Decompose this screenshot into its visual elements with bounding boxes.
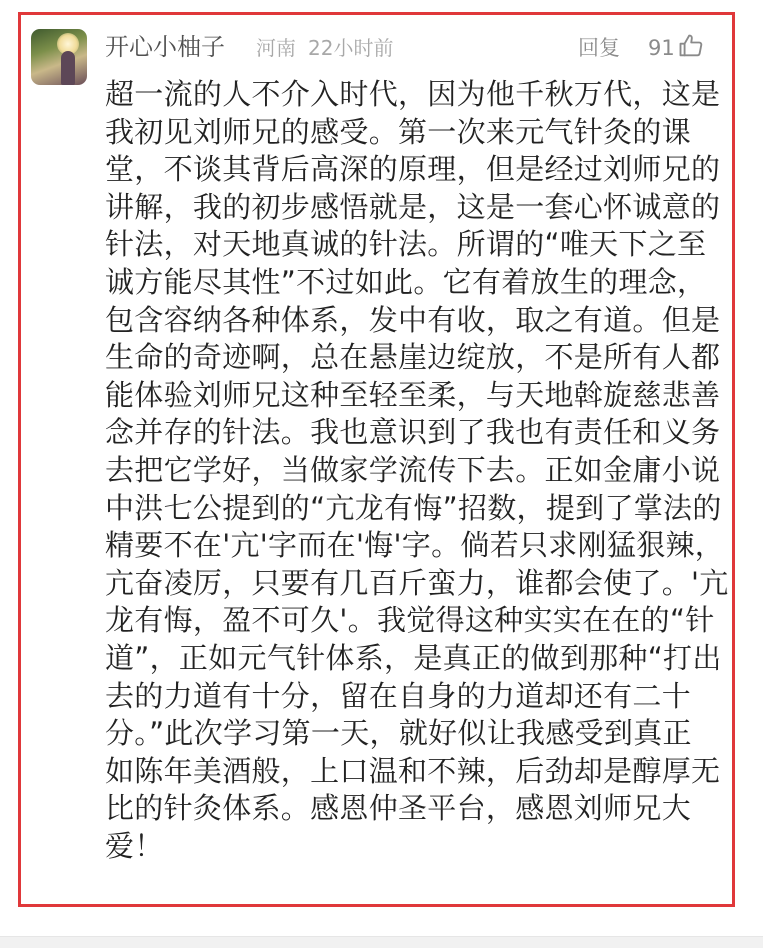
comment-line: 诚方能尽其性”不过如此。它有着放生的理念， xyxy=(105,264,707,299)
thumbs-up-icon[interactable] xyxy=(677,32,705,60)
avatar-person xyxy=(61,51,75,85)
comment-line: 能体验刘师兄这种至轻至柔，与天地斡旋慈悲善 xyxy=(105,377,721,412)
comment-line: 亢奋凌厉，只要有几百斤蛮力，谁都会使了。'亢 xyxy=(105,565,729,600)
comment-line: 去把它学好，当做家学流传下去。正如金庸小说 xyxy=(105,452,721,487)
comment-line: 龙有悔，盈不可久'。我觉得这种实实在在的“针 xyxy=(105,603,715,638)
comment-line: 超一流的人不介入时代，因为他千秋万代，这是 xyxy=(105,77,721,111)
comment-line: 中洪七公提到的“亢龙有悔”招数，提到了掌法的 xyxy=(105,490,722,525)
comment-body xyxy=(105,76,729,865)
comment-line: 堂，不谈其背后高深的原理，但是经过刘师兄的 xyxy=(105,152,721,187)
bottom-divider xyxy=(0,936,763,948)
comment-line: 精要不在'亢'字而在'悔'字。倘若只求刚猛狠辣， xyxy=(105,528,725,563)
comment-line: 比的针灸体系。感恩仲圣平台，感恩刘师兄大 xyxy=(105,791,692,826)
comment-line: 分。”此次学习第一天，就好似让我感受到真正 xyxy=(105,716,692,751)
comment-line: 念并存的针法。我也意识到了我也有责任和义务 xyxy=(105,415,721,450)
like-count: 91 xyxy=(648,36,675,60)
comment-line: 生命的奇迹啊，总在悬崖边绽放，不是所有人都 xyxy=(105,340,721,375)
avatar[interactable] xyxy=(31,29,87,85)
comment-line: 爱！ xyxy=(105,828,164,863)
comment-line: 讲解，我的初步感悟就是，这是一套心怀诚意的 xyxy=(105,189,721,224)
reply-button[interactable]: 回复 xyxy=(578,36,620,60)
comment-meta xyxy=(256,34,393,62)
username[interactable]: 开心小柚子 xyxy=(105,33,225,61)
comment-line: 去的力道有十分，留在自身的力道却还有二十 xyxy=(105,678,692,713)
comment-line: 包含容纳各种体系，发中有收，取之有道。但是 xyxy=(105,302,721,337)
location: 河南 xyxy=(256,36,296,60)
comment-line: 如陈年美酒般，上口温和不辣，后劲却是醇厚无 xyxy=(105,753,721,788)
comment-line: 道”，正如元气针体系，是真正的做到那种“打出 xyxy=(105,640,722,675)
timestamp: 22小时前 xyxy=(308,36,394,60)
comment-line: 针法，对天地真诚的针法。所谓的“唯天下之至 xyxy=(105,227,707,262)
comment-line: 我初见刘师兄的感受。第一次来元气针灸的课 xyxy=(105,114,692,149)
